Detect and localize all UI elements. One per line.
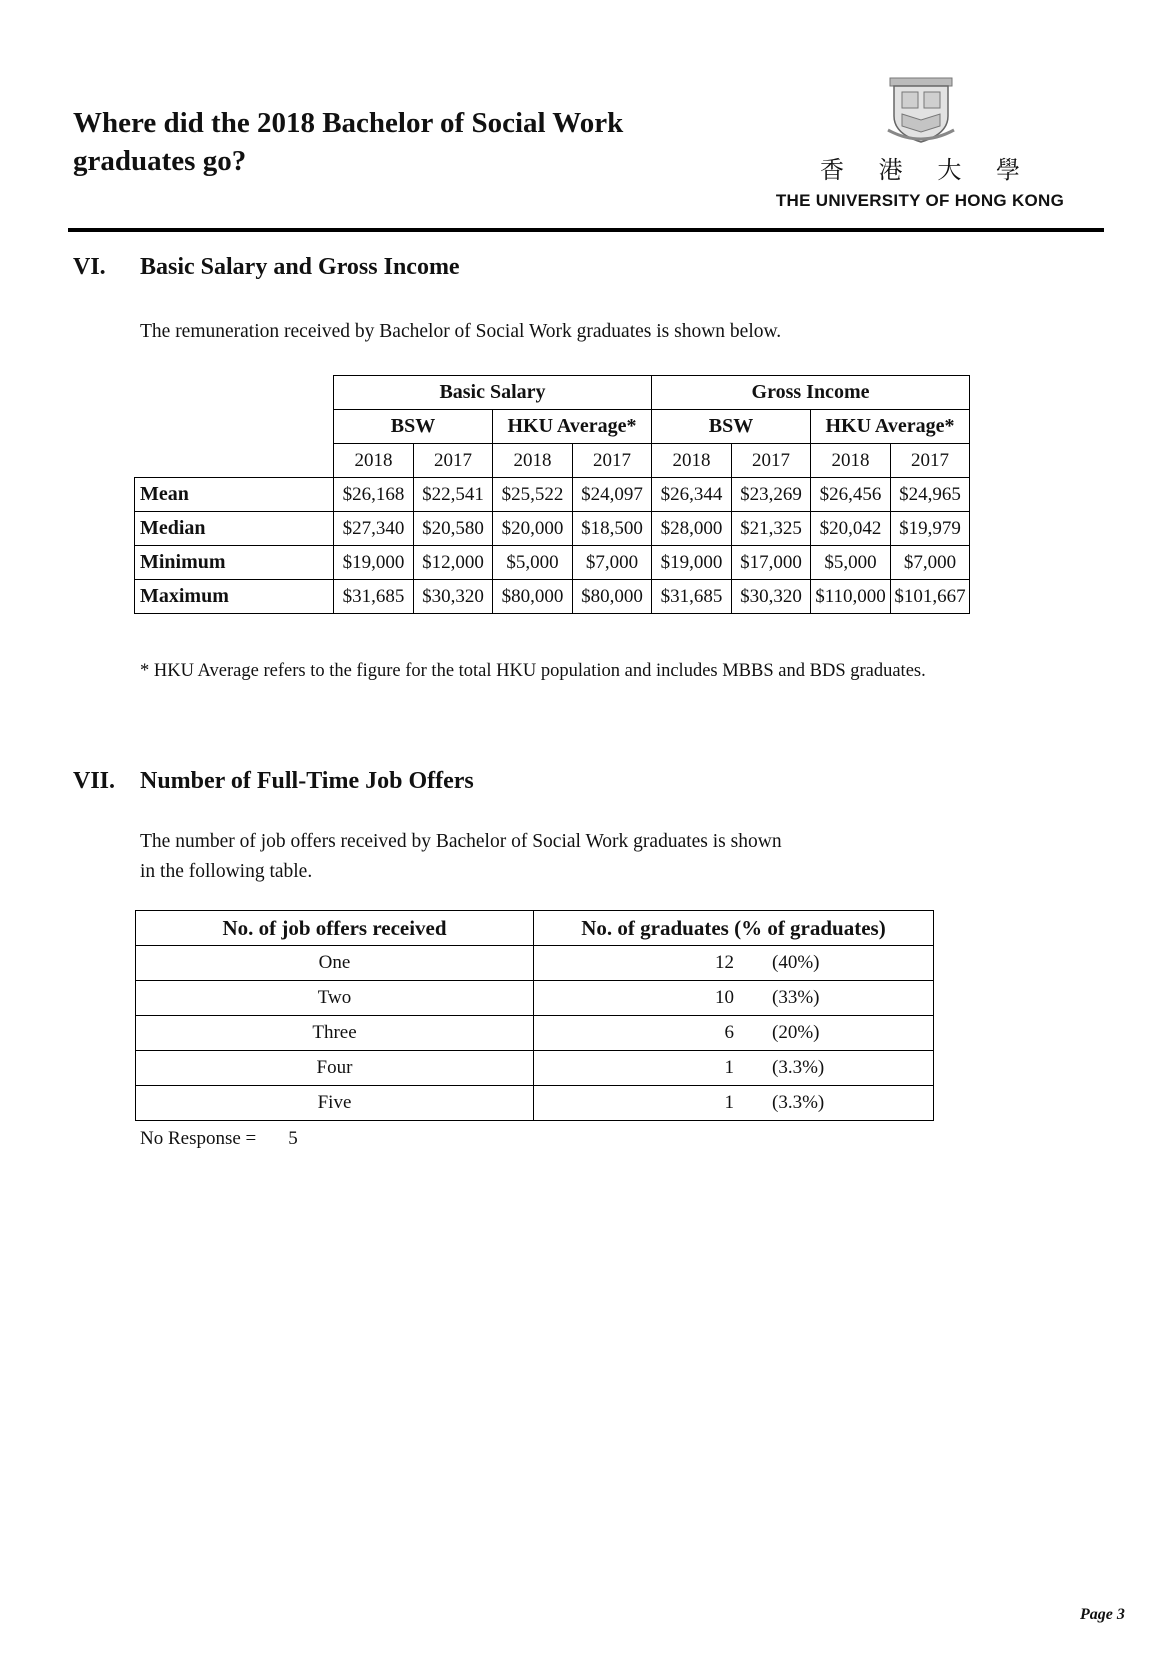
table-cell: $101,667 — [891, 580, 970, 614]
table-cell: $12,000 — [414, 546, 493, 580]
table-cell: $110,000 — [811, 580, 891, 614]
graduates-cell: 1 (3.3%) — [534, 1051, 934, 1086]
table-cell: $5,000 — [493, 546, 573, 580]
table-cell: $80,000 — [573, 580, 652, 614]
table-cell: $30,320 — [414, 580, 493, 614]
row-label: Mean — [135, 478, 334, 512]
header-year: 2018 — [811, 444, 891, 478]
table-cell: $26,344 — [652, 478, 732, 512]
job-offer-count-label: Two — [136, 981, 534, 1016]
salary-table — [134, 375, 970, 614]
table-row — [136, 981, 934, 1016]
header-hku-average: HKU Average* — [811, 410, 970, 444]
table-cell: $24,097 — [573, 478, 652, 512]
university-name: THE UNIVERSITY OF HONG KONG — [775, 191, 1065, 210]
table-cell: $28,000 — [652, 512, 732, 546]
header-hku-average: HKU Average* — [493, 410, 652, 444]
table-cell: $5,000 — [811, 546, 891, 580]
table-row — [135, 580, 970, 614]
header-bsw: BSW — [652, 410, 811, 444]
table-cell: $31,685 — [334, 580, 414, 614]
table-cell: $80,000 — [493, 580, 573, 614]
header-year: 2018 — [493, 444, 573, 478]
section-7-number: VII. — [73, 768, 116, 794]
table-cell: $19,000 — [652, 546, 732, 580]
table-cell: $19,000 — [334, 546, 414, 580]
section-6-number: VI. — [73, 254, 106, 280]
university-crest-icon — [884, 76, 958, 146]
header-year: 2018 — [334, 444, 414, 478]
header-graduates: No. of graduates (% of graduates) — [534, 911, 934, 946]
salary-footnote: * HKU Average refers to the figure for the total HKU population and includes MBBS and BDS graduates. — [140, 661, 926, 681]
table-cell: $26,168 — [334, 478, 414, 512]
table-cell: $23,269 — [732, 478, 811, 512]
row-label: Minimum — [135, 546, 334, 580]
table-cell: $20,042 — [811, 512, 891, 546]
table-cell: $20,580 — [414, 512, 493, 546]
graduates-cell: 1 (3.3%) — [534, 1086, 934, 1121]
table-row — [136, 946, 934, 981]
header-basic-salary: Basic Salary — [334, 376, 652, 410]
header-year: 2017 — [414, 444, 493, 478]
table-cell: $17,000 — [732, 546, 811, 580]
graduates-cell: 10 (33%) — [534, 981, 934, 1016]
page-title: Where did the 2018 Bachelor of Social Work graduates go? — [73, 107, 624, 177]
job-offer-count-label: Three — [136, 1016, 534, 1051]
section-7-intro: The number of job offers received by Bachelor of Social Work graduates is shown in the following table. — [140, 831, 782, 882]
header-job-offers: No. of job offers received — [136, 911, 534, 946]
header-year: 2017 — [573, 444, 652, 478]
graduates-cell: 6 (20%) — [534, 1016, 934, 1051]
table-cell: $7,000 — [891, 546, 970, 580]
table-row — [136, 1086, 934, 1121]
table-cell: $25,522 — [493, 478, 573, 512]
table-cell: $18,500 — [573, 512, 652, 546]
job-offer-count-label: Four — [136, 1051, 534, 1086]
header-divider — [68, 228, 1104, 232]
table-row — [136, 1016, 934, 1051]
section-6-intro: The remuneration received by Bachelor of Social Work graduates is shown below. — [140, 321, 782, 342]
table-row — [135, 546, 970, 580]
job-offer-count-label: One — [136, 946, 534, 981]
table-cell: $31,685 — [652, 580, 732, 614]
table-cell: $19,979 — [891, 512, 970, 546]
no-response-note: No Response = 5 — [140, 1128, 298, 1149]
table-cell: $27,340 — [334, 512, 414, 546]
table-row — [135, 478, 970, 512]
header-year: 2018 — [652, 444, 732, 478]
row-label: Maximum — [135, 580, 334, 614]
table-row — [135, 512, 970, 546]
page-number: Page 3 — [1080, 1606, 1125, 1623]
table-cell: $26,456 — [811, 478, 891, 512]
table-cell: $7,000 — [573, 546, 652, 580]
job-offer-count-label: Five — [136, 1086, 534, 1121]
table-cell: $30,320 — [732, 580, 811, 614]
header-year: 2017 — [891, 444, 970, 478]
table-row — [136, 1051, 934, 1086]
graduates-cell: 12 (40%) — [534, 946, 934, 981]
section-6-title: Basic Salary and Gross Income — [140, 254, 460, 280]
section-7-title: Number of Full-Time Job Offers — [140, 768, 474, 794]
header-year: 2017 — [732, 444, 811, 478]
row-label: Median — [135, 512, 334, 546]
job-offers-table — [135, 910, 934, 1121]
table-cell: $21,325 — [732, 512, 811, 546]
table-cell: $24,965 — [891, 478, 970, 512]
table-cell: $20,000 — [493, 512, 573, 546]
header-gross-income: Gross Income — [652, 376, 970, 410]
table-cell: $22,541 — [414, 478, 493, 512]
header-bsw: BSW — [334, 410, 493, 444]
university-chinese-name: 香 港 大 學 — [820, 156, 1020, 184]
